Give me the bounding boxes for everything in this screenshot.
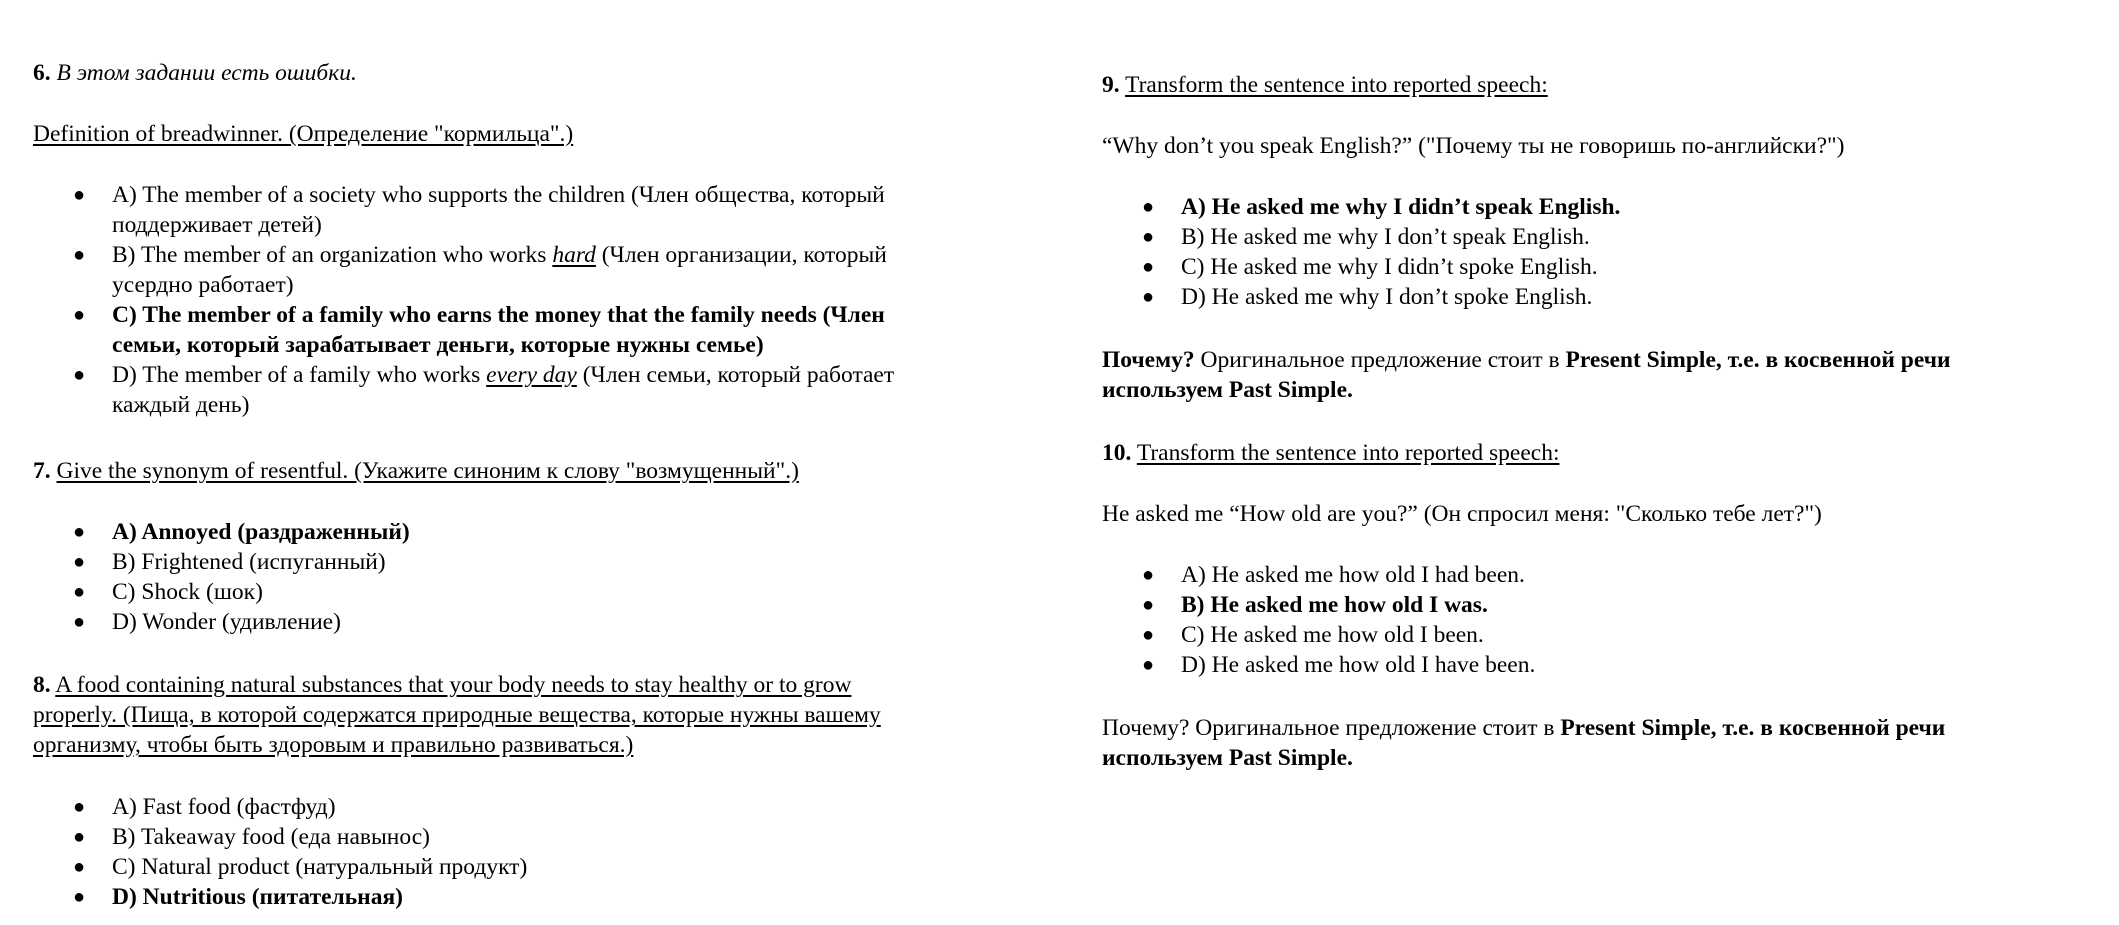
q6-option-c: ● C) The member of a family who earns the money that the family needs (Член семьи, который зарабатывает деньги, которые нужны семье)	[73, 302, 885, 358]
q7-number: 7.	[33, 458, 51, 484]
bullet-icon: ●	[1142, 564, 1155, 586]
bullet-icon: ●	[73, 886, 86, 908]
bullet-icon: ●	[73, 581, 86, 603]
bullet-icon: ●	[73, 304, 86, 326]
q6-number: 6.	[33, 60, 51, 86]
bullet-icon: ●	[1142, 286, 1155, 308]
q9-option-d: ● D) He asked me why I don’t spoke English.	[1142, 284, 1593, 310]
q9-options	[1102, 192, 2102, 312]
q8-option-c: ● C) Natural product (натуральный продукт)	[73, 854, 528, 880]
q9-option-c: ● C) He asked me why I didn’t spoke English.	[1142, 254, 1598, 280]
q9-option-b: ● B) He asked me why I don’t speak English.	[1142, 224, 1590, 250]
q9-question: Transform the sentence into reported speech:	[1125, 72, 1548, 98]
bullet-icon: ●	[73, 184, 86, 206]
q8-number: 8.	[33, 672, 51, 698]
q6-question: Definition of breadwinner. (Определение "кормильца".)	[33, 121, 574, 147]
bullet-icon: ●	[1142, 594, 1155, 616]
q10-options	[1102, 560, 2102, 680]
q9-number: 9.	[1102, 72, 1120, 98]
bullet-icon: ●	[1142, 226, 1155, 248]
q10-option-b: ● B) He asked me how old I was.	[1142, 592, 1488, 618]
q6-option-a: ● A) The member of a society who supports the children (Член общества, который поддерживает детей)	[73, 182, 885, 238]
bullet-icon: ●	[1142, 196, 1155, 218]
q7-option-b: ● B) Frightened (испуганный)	[73, 549, 386, 575]
q6-options	[33, 180, 1033, 420]
q10-option-d: ● D) He asked me how old I have been.	[1142, 652, 1536, 678]
q8-options	[33, 792, 1033, 912]
q7-header	[33, 456, 799, 486]
q6-header	[33, 58, 357, 88]
q8-question-line3: организму, чтобы быть здоровым и правильно развиваться.)	[33, 732, 634, 758]
q9-quote: “Why don’t you speak English?” ("Почему ты не говоришь по-английски?")	[1102, 133, 1845, 159]
bullet-icon: ●	[73, 826, 86, 848]
q6-option-b: ● B) The member of an organization who works hard (Член организации, который усердно работает)	[73, 242, 887, 298]
q7-option-a: ● A) Annoyed (раздраженный)	[73, 519, 410, 545]
q9-explanation: Почему? Оригинальное предложение стоит в Present Simple, т.е. в косвенной речи используем Past Simple.	[1102, 347, 1951, 403]
q10-question: Transform the sentence into reported speech:	[1136, 440, 1560, 466]
bullet-icon: ●	[1142, 256, 1155, 278]
bullet-icon: ●	[73, 611, 86, 633]
bullet-icon: ●	[1142, 624, 1155, 646]
q8-option-b: ● B) Takeaway food (еда навынос)	[73, 824, 430, 850]
q6-option-d: ● D) The member of a family who works every day (Член семьи, который работает каждый день)	[73, 362, 895, 418]
q10-number: 10.	[1102, 440, 1132, 466]
bullet-icon: ●	[73, 796, 86, 818]
q9-header	[1102, 70, 1548, 100]
q10-option-c: ● C) He asked me how old I been.	[1142, 622, 1484, 648]
bullet-icon: ●	[73, 364, 86, 386]
q8-header	[33, 670, 881, 760]
q10-option-a: ● A) He asked me how old I had been.	[1142, 562, 1525, 588]
q7-options	[33, 517, 1033, 637]
bullet-icon: ●	[73, 856, 86, 878]
q7-option-d: ● D) Wonder (удивление)	[73, 609, 341, 635]
bullet-icon: ●	[73, 244, 86, 266]
q9-why-label: Почему?	[1102, 347, 1195, 373]
bullet-icon: ●	[73, 521, 86, 543]
q7-question: Give the synonym of resentful. (Укажите синоним к слову "возмущенный".)	[56, 458, 799, 484]
q8-option-d: ● D) Nutritious (питательная)	[73, 884, 403, 910]
q6-note: В этом задании есть ошибки.	[56, 60, 357, 86]
q10-explanation: Почему? Оригинальное предложение стоит в Present Simple, т.е. в косвенной речи используем Past Simple.	[1102, 715, 1946, 771]
q10-header	[1102, 438, 1559, 468]
q8-option-a: ● A) Fast food (фастфуд)	[73, 794, 336, 820]
bullet-icon: ●	[73, 551, 86, 573]
q10-quote: He asked me “How old are you?” (Он спросил меня: "Сколько тебе лет?")	[1102, 501, 1822, 527]
q8-question-line1: A food containing natural substances that your body needs to stay healthy or to grow	[55, 672, 852, 698]
q7-option-c: ● C) Shock (шок)	[73, 579, 263, 605]
q8-question-line2: properly. (Пища, в которой содержатся природные вещества, которые нужны вашему	[33, 702, 881, 728]
q9-option-a: ● A) He asked me why I didn’t speak English.	[1142, 194, 1621, 220]
bullet-icon: ●	[1142, 654, 1155, 676]
